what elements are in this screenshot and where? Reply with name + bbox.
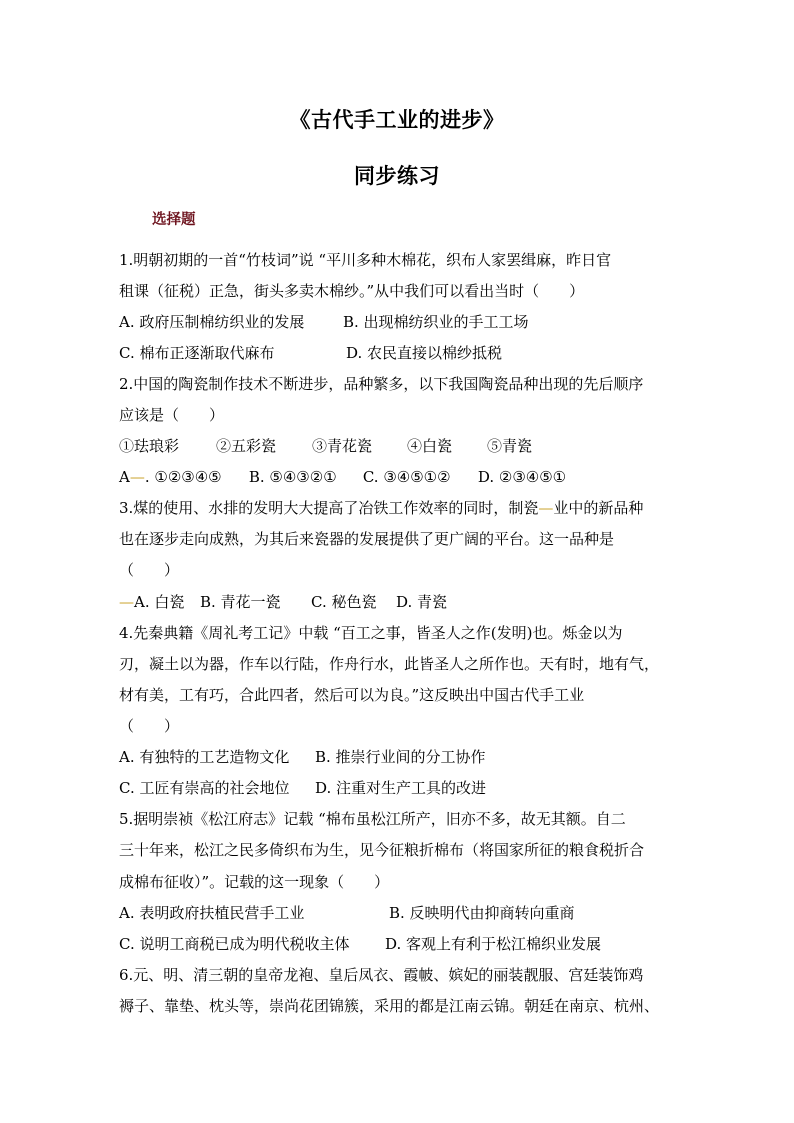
question-4-options-row-1 <box>119 747 486 767</box>
question-5-options-row-1 <box>119 903 575 923</box>
option-a-letter: A <box>119 468 130 486</box>
question-1-stem-line-2: 租课（征税）正急，街头多卖木棉纱。”从中我们可以看出当时（ ） <box>119 282 585 300</box>
item-3: ③青花瓷 <box>312 437 373 455</box>
option-a: A. 白瓷 <box>134 593 185 611</box>
question-2-items <box>119 436 532 456</box>
option-d: D. ②③④⑤① <box>477 468 567 486</box>
section-heading: 选择题 <box>152 212 196 228</box>
option-b: B. 推崇行业间的分工协作 <box>315 748 486 766</box>
question-2-options <box>119 467 566 487</box>
option-c: C. 棉布正逐渐取代麻布 <box>119 344 275 362</box>
highlight-mark: — <box>119 593 134 611</box>
item-1: ①珐琅彩 <box>119 437 180 455</box>
question-4-stem-line-3: 材有美，工有巧，合此四者，然后可以为良。”这反映出中国古代手工业 <box>119 686 585 704</box>
question-6-stem-line-1: 6.元、明、清三朝的皇帝龙袍、皇后凤衣、霞帔、嫔妃的丽装靓服、宫廷装饰鸡 <box>119 966 644 984</box>
option-c: C. 秘色瓷 <box>311 593 377 611</box>
question-2-stem-line-1: 2.中国的陶瓷制作技术不断进步，品种繁多，以下我国陶瓷品种出现的先后顺序 <box>119 375 644 393</box>
question-1-options-row-1 <box>119 312 529 332</box>
question-1-stem-line-1: 1.明朝初期的一首“竹枝词”说 “平川多种木棉花，织布人家罢缉麻，昨日官 <box>119 251 612 269</box>
stem-text: 业中的新品种 <box>553 499 644 517</box>
stem-text: 3.煤的使用、水排的发明大大提高了冶铁工作效率的同时，制瓷 <box>119 499 539 517</box>
document-title: 《古代手工业的进步》 <box>289 108 505 132</box>
question-1-options-row-2 <box>119 343 502 363</box>
highlight-mark: — <box>538 499 554 517</box>
question-3-stem-line-1 <box>119 498 643 518</box>
question-3-options <box>119 592 447 612</box>
option-a: . ①②③④⑤ <box>144 468 222 486</box>
item-4: ④白瓷 <box>407 437 453 455</box>
question-5-stem-line-1: 5.据明崇祯《松江府志》记载 “棉布虽松江所产，旧亦不多，故无其额。自二 <box>119 810 626 828</box>
document-subtitle: 同步练习 <box>354 164 440 188</box>
option-b: B. 反映明代由抑商转向重商 <box>389 904 575 922</box>
option-a: A. 表明政府扶植民营手工业 <box>119 904 305 922</box>
question-4-stem-line-1: 4.先秦典籍《周礼考工记》中载 “百工之事，皆圣人之作(发明)也。烁金以为 <box>119 624 623 642</box>
option-c: C. 工匠有崇高的社会地位 <box>119 779 290 797</box>
option-d: D. 农民直接以棉纱抵税 <box>346 344 503 362</box>
option-d: D. 客观上有利于松江棉织业发展 <box>385 935 602 953</box>
item-5: ⑤青瓷 <box>487 437 533 455</box>
question-5-stem-line-3: 成棉布征收）”。记载的这一现象（ ） <box>119 873 390 891</box>
question-5-options-row-2 <box>119 934 601 954</box>
option-c: C. ③④⑤①② <box>362 468 451 486</box>
question-6-stem-line-2: 褥子、靠垫、枕头等，崇尚花团锦簇，采用的都是江南云锦。朝廷在南京、杭州、 <box>119 997 660 1015</box>
item-2: ②五彩瓷 <box>216 437 277 455</box>
question-4-options-row-2 <box>119 778 486 798</box>
option-b: B. 出现棉纺织业的手工工场 <box>343 313 529 331</box>
question-3-stem-line-3: （ ） <box>119 561 180 579</box>
question-3-stem-line-2: 也在逐步走向成熟，为其后来瓷器的发展提供了更广阔的平台。这一品种是 <box>119 530 615 548</box>
option-d: D. 青瓷 <box>396 593 448 611</box>
highlight-mark: — <box>129 468 145 486</box>
question-5-stem-line-2: 三十年来，松江之民多倚织布为生，见今征粮折棉布（将国家所征的粮食税折合 <box>119 841 645 859</box>
option-a: A. 政府压制棉纺织业的发展 <box>119 313 305 331</box>
option-d: D. 注重对生产工具的改进 <box>315 779 487 797</box>
question-4-stem-line-4: （ ） <box>119 717 180 735</box>
question-2-stem-line-2: 应该是（ ） <box>119 406 225 424</box>
option-b: B. ⑤④③②① <box>248 468 337 486</box>
option-c: C. 说明工商税已成为明代税收主体 <box>119 935 350 953</box>
question-4-stem-line-2: 刃，凝土以为器，作车以行陆，作舟行水，此皆圣人之所作也。天有时，地有气， <box>119 655 660 673</box>
option-a: A. 有独特的工艺造物文化 <box>119 748 290 766</box>
option-b: B. 青花一瓷 <box>200 593 281 611</box>
